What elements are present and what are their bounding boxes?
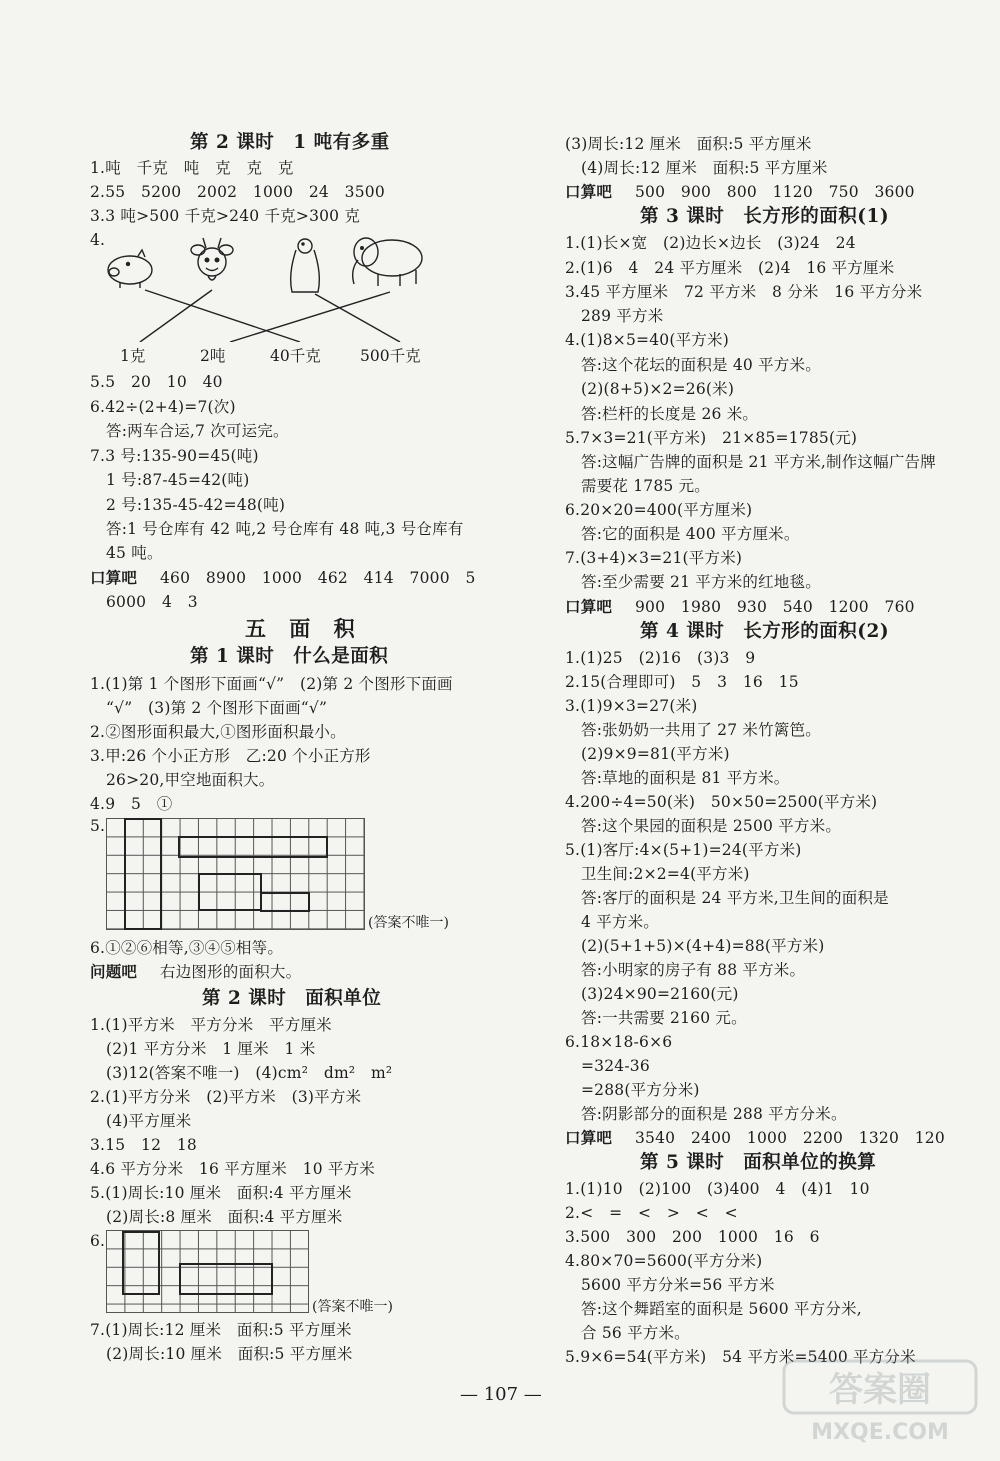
shape-rectangle: [178, 836, 328, 858]
answer-line: 答:两车合运,7 次可运完。: [106, 422, 289, 440]
answer-line: (2)(8+5)×2=26(米): [581, 380, 735, 398]
answer-line: 5.7×3=21(平方米) 21×85=1785(元): [565, 429, 858, 447]
answer-line: 卫生间:2×2=4(平方米): [581, 865, 750, 883]
answer-line: 4.: [90, 231, 106, 249]
shape-rectangle: [179, 1263, 273, 1295]
polar-bear-icon: [291, 239, 320, 292]
answer-line: 答:小明家的房子有 88 平方米。: [581, 961, 806, 979]
answer-line: 7.3 号:135-90=45(吨): [90, 447, 259, 465]
lesson-heading: 第 2 课时 面积单位: [202, 988, 382, 1009]
problem-label: 问题吧: [90, 962, 138, 981]
weight-label: 40千克: [270, 347, 321, 365]
oral-calc-label: 口算吧: [565, 597, 613, 616]
weight-label: 1克: [120, 347, 146, 365]
answer-line: 1 号:87-45=42(吨): [106, 471, 250, 489]
answer-line: 答:阴影部分的面积是 288 平方分米。: [581, 1105, 847, 1123]
answer-line: (2)(5+1+5)×(4+4)=88(平方米): [581, 937, 825, 955]
answer-line: 2.②图形面积最大,①图形面积最小。: [90, 723, 346, 741]
answer-line: 答:客厅的面积是 24 平方米,卫生间的面积是: [581, 889, 889, 907]
watermark-url: MXQE.COM: [811, 1420, 949, 1445]
answer-line: 2.(1)6 4 24 平方厘米 (2)4 16 平方厘米: [565, 259, 895, 277]
answer-line: 4.(1)8×5=40(平方米): [565, 331, 729, 349]
answer-line: (3)24×90=2160(元): [581, 985, 739, 1003]
answer-line: (2)9×9=81(平方米): [581, 745, 730, 763]
chapter-title: 五 面 积: [245, 616, 363, 641]
answer-line: 6.: [90, 1232, 106, 1250]
answer-line: 26>20,甲空地面积大。: [106, 771, 275, 789]
answer-line: “√” (3)第 2 个图形下面画“√”: [106, 699, 328, 717]
answer-line: =288(平方分米): [581, 1081, 700, 1099]
answer-line: 45 吨。: [106, 544, 163, 562]
answer-line: 3.甲:26 个小正方形 乙:20 个小正方形: [90, 747, 371, 765]
weight-label: 2吨: [200, 347, 226, 365]
answer-line: =324-36: [581, 1057, 650, 1075]
page-number: — 107 —: [460, 1384, 542, 1405]
answer-line: 460 8900 1000 462 414 7000 5: [160, 569, 476, 587]
answer-line: 6.42÷(2+4)=7(次): [90, 398, 236, 416]
answer-line: 3.3 吨>500 千克>240 千克>300 克: [90, 207, 361, 225]
answer-line: 答:1 号仓库有 42 吨,2 号仓库有 48 吨,3 号仓库有: [106, 520, 464, 538]
elephant-icon: [353, 238, 422, 286]
weight-label: 500千克: [360, 347, 421, 365]
answer-line: 4.6 平方分米 16 平方厘米 10 平方米: [90, 1160, 375, 1178]
answer-line: 答:栏杆的长度是 26 米。: [581, 405, 759, 423]
watermark-text: 答案圈: [829, 1370, 931, 1410]
answer-line: (2)周长:10 厘米 面积:5 平方厘米: [106, 1345, 353, 1363]
answer-line: 5.5 20 10 40: [90, 373, 223, 391]
answer-line: 答:一共需要 2160 元。: [581, 1009, 747, 1027]
answer-line: 5.9×6=54(平方米) 54 平方米=5400 平方分米: [565, 1348, 916, 1366]
answer-line: (3)12(答案不唯一) (4)cm² dm² m²: [106, 1064, 393, 1082]
answer-line: 答:它的面积是 400 平方厘米。: [581, 525, 800, 543]
answer-line: 1.吨 千克 吨 克 克 克: [90, 159, 294, 177]
answer-line: 1.(1)25 (2)16 (3)3 9: [565, 649, 756, 667]
answer-line: 答:这个果园的面积是 2500 平方米。: [581, 817, 842, 835]
answer-line: 5.(1)周长:10 厘米 面积:4 平方厘米: [90, 1184, 352, 1202]
answer-line: 7.(3+4)×3=21(平方米): [565, 549, 743, 567]
answer-line: 4.9 5 ①: [90, 795, 173, 813]
oral-calc-label: 口算吧: [565, 182, 613, 201]
answer-line: 3.15 12 18: [90, 1136, 197, 1154]
answer-line: 2 号:135-45-42=48(吨): [106, 496, 286, 514]
shape-rectangle: [124, 818, 162, 930]
answer-line: 5.(1)客厅:4×(5+1)=24(平方米): [565, 841, 802, 859]
answer-line: 6.20×20=400(平方厘米): [565, 501, 753, 519]
answer-line: 6.①②⑥相等,③④⑤相等。: [90, 939, 284, 957]
answer-line: 6000 4 3: [106, 593, 198, 611]
answer-line: 答:这幅广告牌的面积是 21 平方米,制作这幅广告牌: [581, 453, 936, 471]
answer-line: 3.45 平方厘米 72 平方米 8 分米 16 平方分米: [565, 283, 923, 301]
answer-line: 4 平方米。: [581, 913, 659, 931]
answer-line: 3540 2400 1000 2200 1320 120: [635, 1129, 945, 1147]
answer-line: 7.(1)周长:12 厘米 面积:5 平方厘米: [90, 1321, 352, 1339]
answer-line: 答:至少需要 21 平方米的红地毯。: [581, 573, 821, 591]
answer-line: (4)周长:12 厘米 面积:5 平方厘米: [581, 159, 828, 177]
pig-icon: [108, 250, 152, 288]
answer-line: 500 900 800 1120 750 3600: [635, 183, 915, 201]
answer-line: 6.18×18-6×6: [565, 1033, 673, 1051]
answer-line: 4.80×70=5600(平方分米): [565, 1252, 763, 1270]
answer-line: 答:这个舞蹈室的面积是 5600 平方分米,: [581, 1300, 862, 1318]
lesson-heading: 第 1 课时 什么是面积: [190, 646, 389, 667]
answer-line: 3.(1)9×3=27(米): [565, 697, 698, 715]
not-unique-note: (答案不唯一): [312, 1299, 393, 1315]
answer-line: 1.(1)平方米 平方分米 平方厘米: [90, 1016, 332, 1034]
answer-line: (3)周长:12 厘米 面积:5 平方厘米: [565, 135, 812, 153]
answer-line: 答:草地的面积是 81 平方米。: [581, 769, 790, 787]
watermark-logo: [780, 1357, 980, 1447]
not-unique-note: (答案不唯一): [368, 915, 449, 931]
answer-line: (2)1 平方分米 1 厘米 1 米: [106, 1040, 316, 1058]
answer-line: 2.(1)平方分米 (2)平方米 (3)平方米: [90, 1088, 362, 1106]
lesson-heading: 第 4 课时 长方形的面积(2): [640, 621, 890, 642]
answer-line: 合 56 平方米。: [581, 1324, 690, 1342]
lesson-heading: 第 5 课时 面积单位的换算: [640, 1152, 877, 1173]
answer-line: 289 平方米: [581, 307, 664, 325]
oral-calc-label: 口算吧: [565, 1128, 613, 1147]
answer-line: 需要花 1785 元。: [581, 477, 711, 495]
shape-rectangle: [122, 1231, 160, 1295]
animal-matching-figure: [100, 232, 440, 342]
answer-line: 1.(1)长×宽 (2)边长×边长 (3)24 24: [565, 234, 856, 252]
answer-line: (4)平方厘米: [106, 1112, 192, 1130]
answer-line: 2.55 5200 2002 1000 24 3500: [90, 183, 385, 201]
lesson-heading: 第 2 课时 1 吨有多重: [190, 132, 390, 153]
answer-line: 5600 平方分米=56 平方米: [581, 1276, 775, 1294]
answer-line: 答:张奶奶一共用了 27 米竹篱笆。: [581, 721, 821, 739]
answer-line: 答:这个花坛的面积是 40 平方米。: [581, 356, 821, 374]
shape-l-shape: [198, 873, 262, 911]
answer-line: 5.: [90, 817, 106, 835]
answer-line: 右边图形的面积大。: [160, 963, 302, 981]
answer-line: 1.(1)10 (2)100 (3)400 4 (4)1 10: [565, 1180, 870, 1198]
answer-line: 4.200÷4=50(米) 50×50=2500(平方米): [565, 793, 878, 811]
answer-line: 2.< = < > < <: [565, 1204, 738, 1222]
answer-line: 3.500 300 200 1000 16 6: [565, 1228, 820, 1246]
oral-calc-label: 口算吧: [90, 568, 138, 587]
shape-l-shape-tail: [260, 892, 310, 912]
answer-line: 1.(1)第 1 个图形下面画“√” (2)第 2 个图形下面画: [90, 675, 453, 693]
answer-line: 900 1980 930 540 1200 760: [635, 598, 915, 616]
bee-icon: [191, 238, 233, 280]
lesson-heading: 第 3 课时 长方形的面积(1): [640, 206, 890, 227]
answer-line: (2)周长:8 厘米 面积:4 平方厘米: [106, 1208, 343, 1226]
answer-line: 2.15(合理即可) 5 3 16 15: [565, 673, 799, 691]
